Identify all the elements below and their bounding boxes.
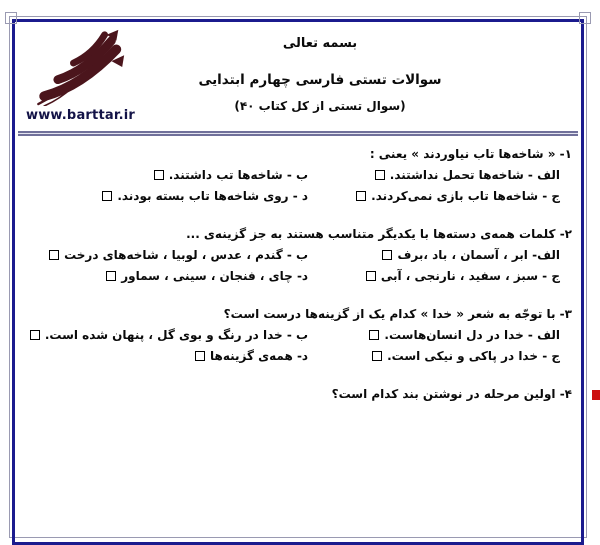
question-3-option-a: الف - خدا در دل انسان‌هاست. <box>308 325 560 346</box>
question-1-option-b: ب - شاخه‌ها تب داشتند. <box>24 165 308 186</box>
red-corner-fragment <box>592 390 600 400</box>
bismillah-text: بسمه تعالی <box>282 36 358 51</box>
question-1 <box>24 144 574 207</box>
question-1-text: ۱- « شاخه‌ها تاب نیاوردند » یعنی : <box>369 147 572 161</box>
website-url: www.barttar.ir <box>26 108 135 123</box>
question-1-option-d: د - روی شاخه‌ها تاب بسته بودند. <box>24 186 308 207</box>
checkbox-icon[interactable] <box>30 330 40 340</box>
checkbox-icon[interactable] <box>366 271 376 281</box>
question-4-text: ۴- اولین مرحله در نوشتن بند کدام است؟ <box>331 387 572 401</box>
border-corner-knot-right <box>579 12 591 24</box>
question-2-option-c: ج - سبز ، سفید ، نارنجی ، آبی <box>308 266 560 287</box>
question-3-option-b: ب - خدا در رنگ و بوی گل ، پنهان شده است. <box>24 325 308 346</box>
border-corner-knot-left <box>5 12 17 24</box>
checkbox-icon[interactable] <box>372 351 382 361</box>
checkbox-icon[interactable] <box>382 250 392 260</box>
question-2-text: ۲- کلمات همه‌ی دسته‌ها با یکدیگر متناسب هستند به جز گزینه‌ی ... <box>186 227 572 241</box>
checkbox-icon[interactable] <box>195 351 205 361</box>
question-3-option-d: د- همه‌ی گزینه‌ها <box>24 346 308 367</box>
question-2 <box>24 224 574 287</box>
question-3-option-c: ج - خدا در پاکی و نیکی است. <box>308 346 560 367</box>
question-2-option-b: ب - گندم ، عدس ، لوبیا ، شاخه‌های درخت <box>24 245 308 266</box>
checkbox-icon[interactable] <box>154 170 164 180</box>
document-header <box>20 24 574 128</box>
checkbox-icon[interactable] <box>106 271 116 281</box>
question-3 <box>24 304 574 367</box>
question-2-option-a: الف- ابر ، آسمان ، باد ،برف <box>308 245 560 266</box>
document-subtitle: (۴۰ سوال تستی از کل کتاب) <box>234 99 406 113</box>
checkbox-icon[interactable] <box>375 170 385 180</box>
question-4 <box>24 384 574 405</box>
checkbox-icon[interactable] <box>49 250 59 260</box>
header-titles <box>20 24 574 113</box>
checkbox-icon[interactable] <box>369 330 379 340</box>
question-2-option-d: د- چای ، فنجان ، سینی ، سماور <box>24 266 308 287</box>
questions-area <box>24 140 574 400</box>
checkbox-icon[interactable] <box>356 191 366 201</box>
header-separator-rule <box>18 131 578 136</box>
checkbox-icon[interactable] <box>102 191 112 201</box>
document-title: سوالات تستی فارسی چهارم ابتدایی <box>198 72 442 88</box>
question-1-option-c: ج - شاخه‌ها تاب بازی نمی‌کردند. <box>308 186 560 207</box>
question-1-option-a: الف - شاخه‌ها تحمل نداشتند. <box>308 165 560 186</box>
question-3-text: ۳- با توجّه به شعر « خدا » کدام یک از گزینه‌ها درست است؟ <box>223 307 572 321</box>
